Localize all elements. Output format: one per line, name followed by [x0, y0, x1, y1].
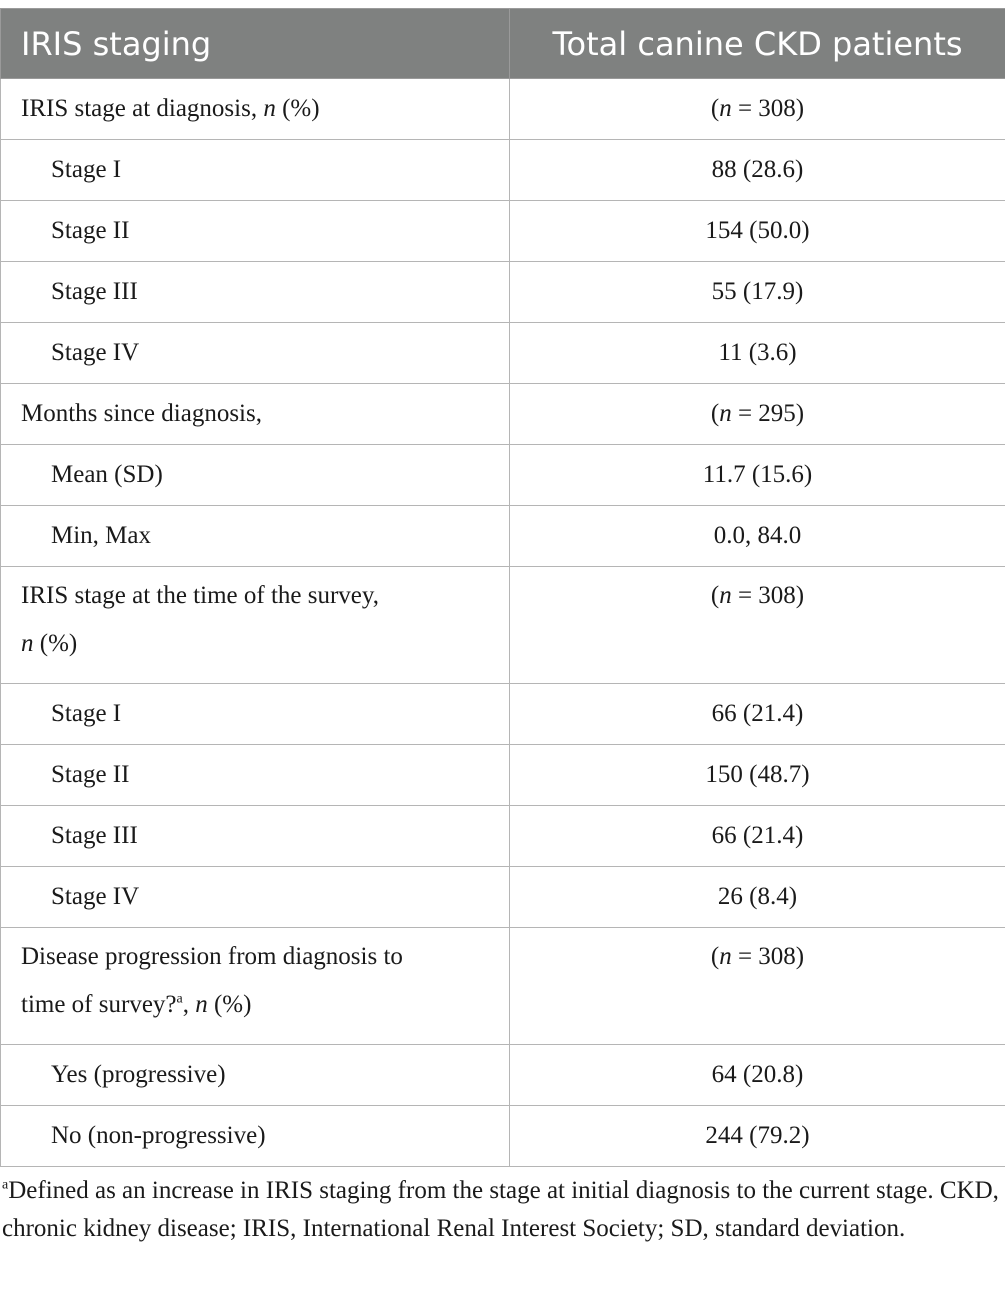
row-label: Mean (SD)	[1, 445, 510, 506]
table-row	[1, 1106, 1005, 1167]
row-label: Stage III	[1, 262, 510, 323]
row-value: 244 (79.2)	[510, 1106, 1005, 1167]
row-value: 66 (21.4)	[510, 684, 1005, 745]
row-value: 55 (17.9)	[510, 262, 1005, 323]
row-label: No (non-progressive)	[1, 1106, 510, 1167]
table-footnote	[2, 1172, 1002, 1248]
table-row	[1, 745, 1005, 806]
table-row	[1, 1045, 1005, 1106]
header-total-patients: Total canine CKD patients	[510, 9, 1005, 79]
row-value: 0.0, 84.0	[510, 506, 1005, 567]
footnote-marker: a	[2, 1177, 9, 1193]
table-row	[1, 867, 1005, 928]
table-row-survey-header	[1, 567, 1005, 684]
row-value: 66 (21.4)	[510, 806, 1005, 867]
row-label: Stage I	[1, 684, 510, 745]
footnote-text: Defined as an increase in IRIS staging from the stage at initial diagnosis to the current stage. CKD, chronic kidney disease; IRIS, International Renal Interest Society; SD, standard deviation.	[2, 1177, 999, 1242]
row-label: Stage IV	[1, 867, 510, 928]
row-label: Months since diagnosis,	[1, 384, 510, 445]
row-label: Stage I	[1, 140, 510, 201]
row-label: Stage IV	[1, 323, 510, 384]
table-row	[1, 506, 1005, 567]
table-row	[1, 684, 1005, 745]
row-value: 11 (3.6)	[510, 323, 1005, 384]
iris-staging-table	[0, 8, 1005, 1167]
row-value: 26 (8.4)	[510, 867, 1005, 928]
table-row-diag-header	[1, 79, 1005, 140]
row-label: Disease progression from diagnosis to time of survey?$^a$, n (%)	[1, 928, 510, 1045]
table-row	[1, 445, 1005, 506]
table-row	[1, 140, 1005, 201]
table-row-progression-header	[1, 928, 1005, 1045]
header-iris-staging: IRIS staging	[1, 9, 510, 79]
row-label: Yes (progressive)	[1, 1045, 510, 1106]
row-value: (n = 295)	[510, 384, 1005, 445]
table-row-months-header	[1, 384, 1005, 445]
table-row	[1, 323, 1005, 384]
row-value: (n = 308)	[510, 928, 1005, 1045]
row-label: Stage II	[1, 745, 510, 806]
row-value: (n = 308)	[510, 79, 1005, 140]
row-value: 150 (48.7)	[510, 745, 1005, 806]
table-row	[1, 806, 1005, 867]
table-row	[1, 262, 1005, 323]
row-value: 88 (28.6)	[510, 140, 1005, 201]
row-label: Min, Max	[1, 506, 510, 567]
row-label: Stage III	[1, 806, 510, 867]
row-value: (n = 308)	[510, 567, 1005, 684]
table-header-row	[1, 9, 1005, 79]
row-value: 64 (20.8)	[510, 1045, 1005, 1106]
table-row	[1, 201, 1005, 262]
row-value: 154 (50.0)	[510, 201, 1005, 262]
row-label: IRIS stage at the time of the survey, n (%)	[1, 567, 510, 684]
row-label: IRIS stage at diagnosis, n (%)	[1, 79, 510, 140]
row-value: 11.7 (15.6)	[510, 445, 1005, 506]
row-label: Stage II	[1, 201, 510, 262]
